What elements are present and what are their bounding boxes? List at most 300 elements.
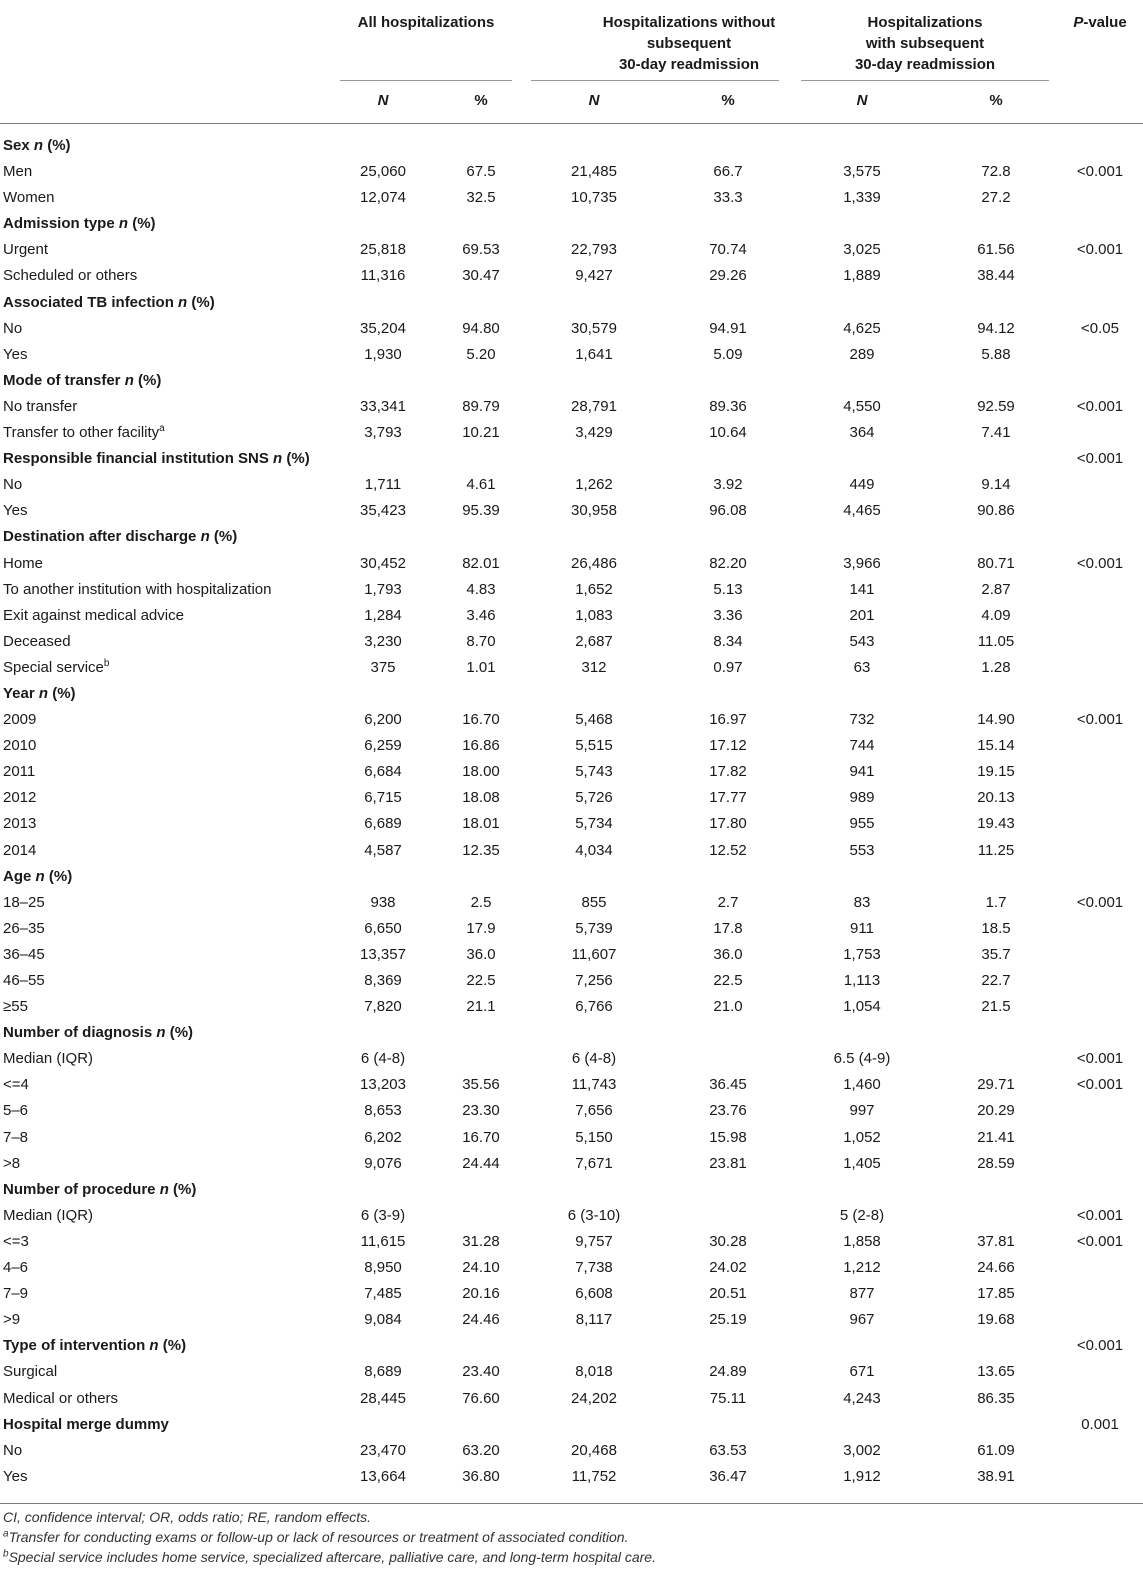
cell-all-n: 9,076 bbox=[364, 1154, 402, 1172]
cell-with-pct: 72.8 bbox=[981, 163, 1011, 181]
footnote-b bbox=[3, 1549, 656, 1565]
cell-all-pct: 10.21 bbox=[462, 424, 500, 442]
cell-without-n: 6 (3-10) bbox=[567, 1206, 621, 1224]
cell-without-pct: 5.13 bbox=[713, 580, 743, 598]
cell-all-n: 13,203 bbox=[360, 1076, 406, 1094]
cell-all-n: 938 bbox=[370, 893, 396, 911]
cell-without-n: 3,429 bbox=[575, 424, 613, 442]
cell-all-n: 3,230 bbox=[364, 632, 402, 650]
cell-p-value: <0.05 bbox=[1081, 319, 1119, 337]
label-tail: (%) bbox=[133, 371, 162, 389]
group-label bbox=[3, 133, 71, 159]
cell-all-pct: 35.56 bbox=[462, 1076, 500, 1094]
cell-without-n: 8,117 bbox=[575, 1311, 613, 1329]
cell-with-pct: 22.7 bbox=[981, 972, 1011, 989]
cell-p-value: 0.001 bbox=[1081, 1415, 1119, 1433]
cell-all-pct: 31.28 bbox=[462, 1232, 500, 1250]
label-text: Transfer to other facility bbox=[3, 424, 160, 442]
label-text: Number of diagnosis bbox=[3, 1024, 157, 1042]
subheader-n-1: N bbox=[377, 92, 389, 109]
label-text: >9 bbox=[3, 1311, 21, 1329]
table-row bbox=[0, 1307, 1143, 1333]
table-row bbox=[0, 1359, 1143, 1385]
cell-with-n: 5 (2-8) bbox=[839, 1206, 885, 1224]
cell-without-pct: 36.47 bbox=[709, 1467, 747, 1485]
label-text: 7–9 bbox=[3, 1285, 29, 1303]
table-row bbox=[0, 655, 1143, 681]
footnote-marker: b bbox=[103, 657, 110, 669]
label-text: 26–35 bbox=[3, 919, 45, 937]
header-rule-with bbox=[801, 80, 1049, 81]
cell-all-n: 1,793 bbox=[364, 580, 402, 598]
cell-with-n: 1,405 bbox=[843, 1154, 881, 1172]
cell-without-n: 20,468 bbox=[571, 1441, 617, 1459]
cell-with-pct: 38.44 bbox=[977, 267, 1015, 285]
cell-without-pct: 5.09 bbox=[713, 345, 743, 363]
cell-all-pct: 20.16 bbox=[462, 1285, 500, 1303]
label-italic: n bbox=[38, 684, 49, 702]
label-text: No bbox=[3, 319, 23, 337]
cell-without-pct: 12.52 bbox=[709, 841, 747, 859]
cell-without-pct: 70.74 bbox=[709, 241, 747, 259]
cell-all-pct: 67.5 bbox=[466, 163, 496, 181]
group-label bbox=[3, 681, 76, 707]
label-text: Yes bbox=[3, 345, 28, 363]
cell-without-pct: 3.36 bbox=[713, 606, 743, 624]
cell-p-value: <0.001 bbox=[1076, 893, 1124, 911]
table-row bbox=[0, 838, 1143, 864]
label-italic: n bbox=[118, 215, 129, 233]
header-p-rest: -value bbox=[1083, 14, 1127, 31]
cell-without-pct: 82.20 bbox=[709, 554, 747, 572]
cell-all-pct: 23.30 bbox=[462, 1102, 500, 1120]
cell-with-pct: 80.71 bbox=[977, 554, 1015, 572]
label-text: No bbox=[3, 1441, 23, 1459]
cell-without-pct: 17.12 bbox=[709, 737, 747, 755]
cell-without-pct: 63.53 bbox=[709, 1441, 747, 1459]
row-label bbox=[3, 759, 35, 785]
group-label bbox=[3, 864, 72, 890]
cell-without-pct: 21.0 bbox=[713, 998, 743, 1016]
table-row bbox=[0, 1229, 1143, 1255]
label-text: Surgical bbox=[3, 1363, 58, 1381]
cell-without-n: 8,018 bbox=[575, 1363, 613, 1381]
label-text: 46–55 bbox=[3, 972, 45, 989]
table-row bbox=[0, 1072, 1143, 1098]
cell-with-pct: 19.68 bbox=[977, 1311, 1015, 1329]
cell-with-n: 3,025 bbox=[843, 241, 881, 259]
label-text: Hospital merge dummy bbox=[3, 1415, 169, 1433]
cell-without-n: 9,757 bbox=[575, 1232, 613, 1250]
table-group-header bbox=[0, 290, 1143, 316]
cell-without-n: 1,652 bbox=[575, 580, 613, 598]
table-row bbox=[0, 498, 1143, 524]
cell-all-pct: 5.20 bbox=[466, 345, 496, 363]
cell-with-pct: 20.13 bbox=[977, 789, 1015, 807]
cell-all-n: 11,316 bbox=[360, 267, 406, 285]
subheader-n-2: N bbox=[588, 92, 600, 109]
cell-with-pct: 94.12 bbox=[977, 319, 1015, 337]
cell-all-n: 6,689 bbox=[364, 815, 402, 833]
cell-with-pct: 92.59 bbox=[977, 397, 1015, 415]
row-label bbox=[3, 498, 27, 524]
cell-with-pct: 29.71 bbox=[977, 1076, 1015, 1094]
table-row bbox=[0, 733, 1143, 759]
row-label bbox=[3, 1281, 28, 1307]
cell-with-pct: 7.41 bbox=[981, 424, 1011, 442]
cell-with-n: 3,575 bbox=[843, 163, 881, 181]
cell-without-n: 9,427 bbox=[575, 267, 613, 285]
label-text: Type of intervention bbox=[3, 1337, 150, 1355]
cell-with-n: 955 bbox=[849, 815, 875, 833]
cell-all-pct: 63.20 bbox=[462, 1441, 500, 1459]
row-label bbox=[3, 629, 71, 655]
cell-all-n: 35,204 bbox=[360, 319, 406, 337]
row-label bbox=[3, 1072, 29, 1098]
cell-all-pct: 36.80 bbox=[462, 1467, 500, 1485]
cell-all-n: 6 (4-8) bbox=[360, 1050, 406, 1068]
cell-all-n: 7,820 bbox=[364, 998, 402, 1016]
cell-p-value: <0.001 bbox=[1076, 1232, 1124, 1250]
cell-without-n: 5,743 bbox=[575, 763, 613, 781]
table-group-header bbox=[0, 524, 1143, 550]
row-label bbox=[3, 603, 184, 629]
label-text: 7–8 bbox=[3, 1128, 29, 1146]
cell-with-n: 671 bbox=[849, 1363, 875, 1381]
row-label bbox=[3, 1151, 20, 1177]
header-with-line2: with subsequent bbox=[865, 35, 985, 52]
label-text: >8 bbox=[3, 1154, 21, 1172]
cell-with-pct: 9.14 bbox=[981, 476, 1011, 494]
label-text: Urgent bbox=[3, 241, 49, 259]
cell-with-n: 1,753 bbox=[843, 945, 881, 963]
table-group-header bbox=[0, 211, 1143, 237]
group-label bbox=[3, 446, 310, 472]
cell-all-pct: 23.40 bbox=[462, 1363, 500, 1381]
cell-all-pct: 69.53 bbox=[462, 241, 500, 259]
cell-all-n: 1,930 bbox=[364, 345, 402, 363]
footnote-b-text: Special service includes home service, specialized aftercare, palliative care, and long-term hospital care. bbox=[8, 1549, 656, 1565]
label-text: 2010 bbox=[3, 737, 37, 755]
cell-with-pct: 21.41 bbox=[977, 1128, 1015, 1146]
cell-all-pct: 2.5 bbox=[470, 893, 492, 911]
cell-without-n: 24,202 bbox=[571, 1389, 617, 1407]
label-text: Men bbox=[3, 163, 33, 181]
label-italic: n bbox=[178, 293, 188, 311]
label-text: 2009 bbox=[3, 711, 37, 729]
cell-p-value: <0.001 bbox=[1076, 1337, 1124, 1355]
cell-all-pct: 22.5 bbox=[466, 972, 496, 989]
label-italic: n bbox=[35, 867, 45, 885]
cell-without-n: 22,793 bbox=[571, 241, 617, 259]
subheader-pct-3: % bbox=[989, 92, 1003, 109]
table-row bbox=[0, 811, 1143, 837]
cell-without-pct: 17.8 bbox=[713, 919, 743, 937]
row-label bbox=[3, 1046, 93, 1072]
cell-with-pct: 21.5 bbox=[981, 998, 1011, 1016]
cell-without-n: 5,739 bbox=[575, 919, 613, 937]
cell-without-n: 1,262 bbox=[575, 476, 613, 494]
table-row bbox=[0, 577, 1143, 603]
cell-p-value: <0.001 bbox=[1076, 1076, 1124, 1094]
cell-without-n: 11,752 bbox=[571, 1467, 617, 1485]
cell-p-value: <0.001 bbox=[1076, 711, 1124, 729]
cell-with-n: 1,212 bbox=[843, 1259, 881, 1277]
cell-without-n: 1,641 bbox=[575, 345, 613, 363]
cell-with-n: 364 bbox=[849, 424, 875, 442]
table-row bbox=[0, 785, 1143, 811]
cell-with-n: 732 bbox=[849, 711, 875, 729]
cell-without-pct: 3.92 bbox=[713, 476, 743, 494]
cell-with-pct: 27.2 bbox=[981, 189, 1011, 207]
cell-with-n: 1,339 bbox=[843, 189, 881, 207]
label-text: ≥55 bbox=[3, 998, 28, 1016]
cell-with-pct: 14.90 bbox=[977, 711, 1015, 729]
header-with-readmission bbox=[801, 12, 1049, 75]
cell-all-pct: 16.70 bbox=[462, 711, 500, 729]
footnote-a-mark: a bbox=[3, 1528, 9, 1540]
header-rule-without bbox=[531, 80, 779, 81]
cell-without-n: 6,608 bbox=[575, 1285, 613, 1303]
cell-all-n: 8,653 bbox=[364, 1102, 402, 1120]
cell-with-pct: 11.05 bbox=[977, 632, 1015, 650]
cell-without-n: 7,671 bbox=[575, 1154, 613, 1172]
footnote-abbreviations: CI, confidence interval; OR, odds ratio; RE, random effects. bbox=[3, 1509, 372, 1525]
label-text: Yes bbox=[3, 1467, 28, 1485]
label-tail: (%) bbox=[158, 1337, 187, 1355]
label-italic: n bbox=[124, 371, 134, 389]
cell-with-pct: 24.66 bbox=[977, 1259, 1015, 1277]
cell-without-pct: 0.97 bbox=[713, 658, 743, 676]
label-tail: (%) bbox=[43, 137, 71, 154]
cell-with-pct: 20.29 bbox=[977, 1102, 1015, 1120]
row-label bbox=[3, 1125, 28, 1151]
cell-all-n: 375 bbox=[370, 658, 396, 676]
cell-all-n: 28,445 bbox=[360, 1389, 406, 1407]
header-all-hospitalizations: All hospitalizations bbox=[357, 14, 495, 31]
cell-all-pct: 1.01 bbox=[466, 658, 496, 676]
cell-all-pct: 4.61 bbox=[466, 476, 496, 494]
cell-without-n: 30,579 bbox=[571, 319, 617, 337]
label-text: Median (IQR) bbox=[3, 1206, 94, 1224]
table-row bbox=[0, 759, 1143, 785]
label-tail: (%) bbox=[165, 1024, 194, 1042]
header-p-italic: P bbox=[1073, 14, 1084, 31]
cell-all-n: 6,200 bbox=[364, 711, 402, 729]
cell-without-n: 5,515 bbox=[575, 737, 613, 755]
cell-p-value: <0.001 bbox=[1076, 397, 1124, 415]
label-italic: n bbox=[149, 1337, 159, 1355]
table-row bbox=[0, 1098, 1143, 1124]
header-rule-all bbox=[340, 80, 512, 81]
cell-with-n: 6.5 (4-9) bbox=[833, 1050, 891, 1068]
cell-without-pct: 96.08 bbox=[709, 502, 747, 520]
cell-without-pct: 17.82 bbox=[709, 763, 747, 781]
label-text: 2013 bbox=[3, 815, 37, 833]
row-label bbox=[3, 655, 109, 681]
label-text: 2011 bbox=[3, 763, 36, 781]
cell-with-n: 63 bbox=[853, 658, 871, 676]
cell-with-n: 4,243 bbox=[843, 1389, 881, 1407]
cell-all-pct: 36.0 bbox=[466, 945, 496, 963]
cell-with-n: 941 bbox=[849, 763, 875, 781]
table-row bbox=[0, 603, 1143, 629]
cell-without-pct: 2.7 bbox=[717, 893, 739, 911]
row-label bbox=[3, 316, 22, 342]
cell-with-n: 289 bbox=[849, 345, 875, 363]
cell-with-n: 989 bbox=[849, 789, 875, 807]
row-label bbox=[3, 472, 22, 498]
table-row bbox=[0, 1464, 1143, 1490]
label-text: <=3 bbox=[3, 1232, 29, 1250]
row-label bbox=[3, 785, 36, 811]
cell-without-pct: 16.97 bbox=[709, 711, 747, 729]
label-text: Women bbox=[3, 189, 55, 207]
label-text: 5–6 bbox=[3, 1102, 29, 1120]
table-group-header bbox=[0, 368, 1143, 394]
cell-with-n: 911 bbox=[850, 919, 874, 937]
cell-with-n: 1,460 bbox=[843, 1076, 881, 1094]
label-text: Mode of transfer bbox=[3, 371, 125, 389]
cell-all-n: 11,615 bbox=[360, 1232, 406, 1250]
cell-all-pct: 18.00 bbox=[462, 763, 500, 781]
cell-all-n: 3,793 bbox=[364, 424, 402, 442]
cell-all-pct: 17.9 bbox=[466, 919, 496, 937]
cell-without-n: 4,034 bbox=[575, 841, 613, 859]
label-text: Yes bbox=[3, 502, 28, 520]
header-without-line3: 30-day readmission bbox=[618, 56, 760, 73]
row-label bbox=[3, 1386, 118, 1412]
cell-with-pct: 13.65 bbox=[977, 1363, 1015, 1381]
label-text: Sex bbox=[3, 137, 34, 154]
cell-with-pct: 18.5 bbox=[981, 919, 1011, 937]
label-text: Year bbox=[3, 684, 39, 702]
cell-p-value: <0.001 bbox=[1076, 163, 1124, 181]
table-row bbox=[0, 420, 1143, 446]
row-label bbox=[3, 1359, 57, 1385]
subheader-n-3: N bbox=[856, 92, 868, 109]
table-row bbox=[0, 316, 1143, 342]
label-text: Median (IQR) bbox=[3, 1050, 94, 1068]
label-text: 4–6 bbox=[3, 1259, 29, 1277]
row-label bbox=[3, 1307, 20, 1333]
cell-with-pct: 61.56 bbox=[977, 241, 1015, 259]
row-label bbox=[3, 420, 165, 446]
cell-with-n: 3,966 bbox=[843, 554, 881, 572]
cell-without-pct: 25.19 bbox=[709, 1311, 747, 1329]
cell-with-n: 4,465 bbox=[843, 502, 881, 520]
header-bottom-rule bbox=[0, 123, 1143, 124]
cell-all-n: 8,369 bbox=[364, 972, 402, 989]
cell-all-n: 13,664 bbox=[360, 1467, 406, 1485]
cell-with-pct: 15.14 bbox=[977, 737, 1015, 755]
cell-without-n: 21,485 bbox=[571, 163, 617, 181]
cell-without-n: 5,726 bbox=[575, 789, 613, 807]
cell-with-n: 967 bbox=[849, 1311, 875, 1329]
cell-with-pct: 38.91 bbox=[977, 1467, 1015, 1485]
table-row bbox=[0, 159, 1143, 185]
row-label bbox=[3, 968, 45, 994]
cell-all-pct: 82.01 bbox=[462, 554, 500, 572]
table-row bbox=[0, 551, 1143, 577]
cell-all-n: 33,341 bbox=[360, 397, 406, 415]
header-p-value bbox=[1058, 12, 1142, 33]
cell-p-value: <0.001 bbox=[1076, 1050, 1124, 1068]
cell-with-pct: 35.7 bbox=[981, 945, 1011, 963]
table-body bbox=[0, 133, 1143, 1490]
cell-without-pct: 94.91 bbox=[709, 319, 747, 337]
label-text: 36–45 bbox=[3, 945, 45, 963]
table-group-header bbox=[0, 133, 1143, 159]
cell-all-n: 9,084 bbox=[364, 1311, 402, 1329]
cell-without-pct: 66.7 bbox=[713, 163, 743, 181]
cell-with-pct: 28.59 bbox=[977, 1154, 1015, 1172]
table-row bbox=[0, 1281, 1143, 1307]
label-italic: n bbox=[200, 528, 210, 546]
row-label bbox=[3, 916, 45, 942]
cell-without-pct: 22.5 bbox=[713, 972, 743, 989]
cell-with-n: 4,550 bbox=[843, 397, 881, 415]
cell-without-pct: 75.11 bbox=[709, 1389, 747, 1407]
cell-all-n: 25,818 bbox=[360, 241, 406, 259]
cell-without-pct: 30.28 bbox=[709, 1232, 747, 1250]
cell-with-pct: 61.09 bbox=[977, 1441, 1015, 1459]
cell-without-pct: 24.89 bbox=[709, 1363, 747, 1381]
cell-with-n: 449 bbox=[849, 476, 875, 494]
cell-all-pct: 24.44 bbox=[462, 1154, 500, 1172]
cell-without-pct: 23.76 bbox=[709, 1102, 747, 1120]
cell-all-n: 6,715 bbox=[364, 789, 402, 807]
cell-without-pct: 10.64 bbox=[709, 424, 747, 442]
table-row bbox=[0, 1125, 1143, 1151]
cell-with-n: 543 bbox=[849, 632, 875, 650]
cell-without-n: 6 (4-8) bbox=[571, 1050, 617, 1068]
cell-without-n: 7,656 bbox=[575, 1102, 613, 1120]
cell-all-pct: 30.47 bbox=[462, 267, 500, 285]
cell-without-pct: 23.81 bbox=[709, 1154, 747, 1172]
cell-all-pct: 76.60 bbox=[462, 1389, 500, 1407]
label-text: Special service bbox=[3, 658, 104, 676]
cell-with-pct: 4.09 bbox=[981, 606, 1011, 624]
group-label bbox=[3, 1020, 193, 1046]
cell-with-n: 201 bbox=[849, 606, 875, 624]
cell-all-pct: 4.83 bbox=[466, 580, 496, 598]
cell-with-n: 4,625 bbox=[843, 319, 881, 337]
table-row bbox=[0, 1151, 1143, 1177]
header-with-line3: 30-day readmission bbox=[854, 56, 996, 73]
table-row bbox=[0, 342, 1143, 368]
cell-without-n: 2,687 bbox=[575, 632, 613, 650]
cell-without-pct: 89.36 bbox=[709, 397, 747, 415]
label-text: <=4 bbox=[3, 1076, 29, 1094]
cell-p-value: <0.001 bbox=[1076, 450, 1124, 468]
cell-without-n: 11,743 bbox=[571, 1076, 617, 1094]
label-text: No transfer bbox=[3, 397, 78, 415]
row-label bbox=[3, 811, 36, 837]
row-label bbox=[3, 159, 32, 185]
label-tail: (%) bbox=[44, 867, 73, 885]
row-label bbox=[3, 1203, 93, 1229]
table-group-header bbox=[0, 446, 1143, 472]
footnote-marker: a bbox=[159, 423, 165, 435]
row-label bbox=[3, 942, 45, 968]
label-text: 2012 bbox=[3, 789, 37, 807]
row-label bbox=[3, 263, 137, 289]
label-text: Medical or others bbox=[3, 1389, 119, 1407]
cell-all-n: 23,470 bbox=[360, 1441, 406, 1459]
cell-with-pct: 1.7 bbox=[985, 893, 1007, 911]
cell-with-pct: 1.28 bbox=[981, 658, 1011, 676]
